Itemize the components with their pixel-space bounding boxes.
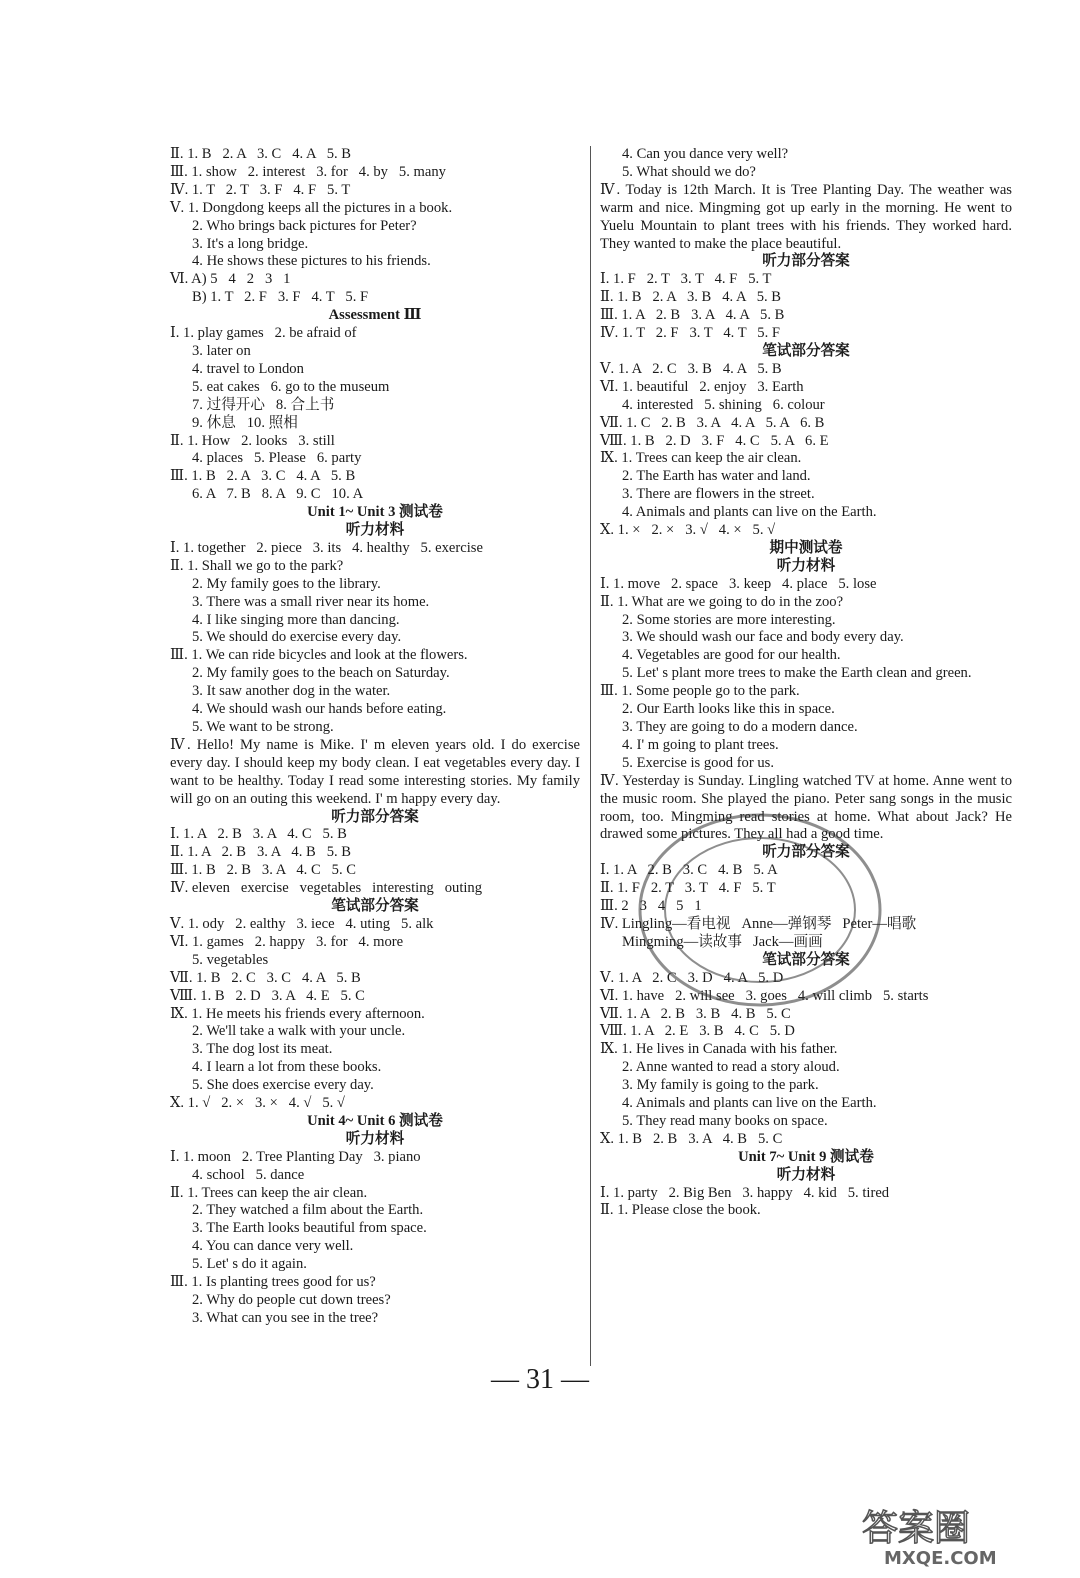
- answer-line: 3. The Earth looks beautiful from space.: [192, 1220, 427, 1237]
- section-heading: Unit 7~ Unit 9 测试卷: [738, 1148, 874, 1165]
- answer-line: Ⅹ. 1. √ 2. × 3. × 4. √ 5. √: [170, 1095, 345, 1112]
- paragraph: Ⅳ. Hello! My name is Mike. I' m eleven years old. I do exercise every day. I should keep my body clean. I eat vegetables every day. I want to be healthy. Today I read some interesting stories. My family will go on an outing this weekend. I' m happy every day.: [170, 736, 580, 807]
- answer-line: 2. My family goes to the beach on Saturday.: [192, 665, 450, 682]
- answer-line: 3. My family is going to the park.: [622, 1077, 819, 1094]
- answer-line: 3. later on: [192, 342, 251, 359]
- answer-line: 3. It saw another dog in the water.: [192, 683, 391, 700]
- answer-line: 3. The dog lost its meat.: [192, 1041, 333, 1058]
- answer-line: Ⅲ. 1. Some people go to the park.: [600, 683, 800, 700]
- answer-line: Ⅵ. A) 5 4 2 3 1: [170, 271, 291, 288]
- answer-line: Ⅲ. 1. show 2. interest 3. for 4. by 5. many: [170, 163, 446, 180]
- answer-line: Ⅰ. 1. F 2. T 3. T 4. F 5. T: [600, 271, 772, 288]
- answer-line: 3. There was a small river near its home.: [192, 593, 430, 610]
- answer-line: Ⅵ. 1. games 2. happy 3. for 4. more: [170, 933, 404, 950]
- answer-line: 2. The Earth has water and land.: [622, 468, 811, 485]
- answer-line: Ⅰ. 1. A 2. B 3. A 4. C 5. B: [170, 826, 347, 843]
- answer-line: 5. We want to be strong.: [192, 719, 334, 735]
- answer-line: Ⅲ. 1. B 2. B 3. A 4. C 5. C: [170, 862, 356, 879]
- answer-line: 2. They watched a film about the Earth.: [192, 1202, 424, 1219]
- answer-line: 5. vegetables: [192, 951, 269, 968]
- answer-line: 5. We should do exercise every day.: [192, 629, 402, 646]
- answer-line: Ⅴ. 1. Dongdong keeps all the pictures in a book.: [170, 199, 453, 216]
- answer-line: Ⅱ. 1. What are we going to do in the zoo?: [600, 593, 844, 610]
- answer-line: Ⅲ. 1. We can ride bicycles and look at the flowers.: [170, 647, 468, 664]
- answer-line: 2. We'll take a walk with your uncle.: [192, 1023, 406, 1040]
- section-heading: 听力材料: [776, 1166, 836, 1183]
- section-heading: 听力部分答案: [762, 253, 850, 270]
- answer-line: Ⅱ. 1. B 2. A 3. C 4. A 5. B: [170, 146, 352, 162]
- answer-line: 4. Animals and plants can live on the Earth.: [622, 504, 877, 521]
- section-heading: Unit 4~ Unit 6 测试卷: [307, 1112, 443, 1129]
- answer-line: 5. They read many books on space.: [622, 1112, 828, 1129]
- answer-line: Ⅲ. 2 3 4 5 1: [600, 898, 702, 915]
- answer-line: Ⅸ. 1. He meets his friends every afternoon.: [170, 1005, 425, 1022]
- answer-line: Ⅷ. 1. A 2. E 3. B 4. C 5. D: [600, 1023, 795, 1040]
- answer-line: 5. She does exercise every day.: [192, 1077, 374, 1094]
- answer-line: 4. places 5. Please 6. party: [192, 450, 362, 467]
- answer-line: Ⅴ. 1. A 2. C 3. B 4. A 5. B: [600, 360, 782, 377]
- answer-line: Ⅱ. 1. How 2. looks 3. still: [170, 432, 335, 449]
- answer-line: Ⅷ. 1. B 2. D 3. A 4. E 5. C: [170, 987, 365, 1004]
- answer-line: 2. Some stories are more interesting.: [622, 611, 836, 628]
- answer-line: Ⅲ. 1. B 2. A 3. C 4. A 5. B: [170, 468, 356, 485]
- stamp-overlay: [620, 800, 900, 1020]
- answer-line: Ⅳ. 1. T 2. F 3. T 4. T 5. F: [600, 325, 781, 342]
- answer-line: 2. Why do people cut down trees?: [192, 1292, 391, 1308]
- answer-line: Ⅵ. 1. have 2. will see 3. goes 4. will climb 5. starts: [600, 987, 929, 1004]
- answer-line: Ⅱ. 1. B 2. A 3. B 4. A 5. B: [600, 289, 782, 306]
- section-heading: 笔试部分答案: [331, 898, 419, 915]
- section-heading: 听力材料: [776, 557, 836, 574]
- answer-line: 4. travel to London: [192, 360, 304, 377]
- answer-line: Ⅴ. 1. ody 2. ealthy 3. iece 4. uting 5. alk: [170, 915, 434, 932]
- answer-line: Ⅰ. 1. play games 2. be afraid of: [170, 325, 357, 342]
- column-divider: [590, 146, 591, 1366]
- watermark-cn: 答案圈: [862, 1508, 971, 1549]
- answer-line: 4. He shows these pictures to his friends.: [192, 253, 431, 270]
- answer-line: 4. I' m going to plant trees.: [622, 736, 779, 753]
- answer-line: Ⅶ. 1. B 2. C 3. C 4. A 5. B: [170, 969, 361, 986]
- answer-line: B) 1. T 2. F 3. F 4. T 5. F: [192, 289, 369, 306]
- answer-line: Ⅰ. 1. together 2. piece 3. its 4. healthy 5. exercise: [170, 539, 483, 556]
- paragraph: Ⅳ. Today is 12th March. It is Tree Planting Day. The weather was warm and nice. Mingming got up early in the morning. He went to Yuelu Mountain to plant trees with his friends. They worked hard. They wanted to make the place beautiful.: [600, 181, 1012, 252]
- paragraph: Ⅳ. Yesterday is Sunday. Lingling watched TV at home. Anne went to the music room. She played the piano. Peter sang songs in the music room, too. Mingming read stories at home. What about Jack? He drawed some pictures. They all had a good time.: [600, 772, 1012, 843]
- answer-line: 4. You can dance very well.: [192, 1238, 354, 1255]
- answer-line: 2. My family goes to the library.: [192, 575, 381, 592]
- answer-line: 5. Exercise is good for us.: [622, 754, 774, 771]
- answer-line: Ⅰ. 1. moon 2. Tree Planting Day 3. piano: [170, 1148, 421, 1165]
- answer-line: 2. Who brings back pictures for Peter?: [192, 217, 417, 234]
- answer-line: Ⅳ. Lingling—看电视 Anne—弹钢琴 Peter—唱歌: [600, 915, 917, 932]
- section-heading: Unit 1~ Unit 3 测试卷: [307, 504, 443, 521]
- answer-line: Ⅱ. 1. F 2. T 3. T 4. F 5. T: [600, 880, 776, 897]
- answer-line: 3. There are flowers in the street.: [622, 486, 815, 503]
- section-heading: 听力材料: [345, 522, 405, 539]
- answer-line: 5. eat cakes 6. go to the museum: [192, 378, 390, 395]
- answer-line: Ⅵ. 1. beautiful 2. enjoy 3. Earth: [600, 378, 804, 395]
- answer-line: 7. 过得开心 8. 合上书: [192, 396, 335, 413]
- answer-line: Ⅲ. 1. Is planting trees good for us?: [170, 1274, 376, 1291]
- answer-line: Ⅹ. 1. × 2. × 3. √ 4. × 5. √: [600, 522, 776, 539]
- answer-line: Ⅳ. eleven exercise vegetables interesting outing: [170, 880, 483, 897]
- answer-line: 3. It's a long bridge.: [192, 235, 309, 252]
- section-heading: 听力材料: [345, 1130, 405, 1147]
- answer-line: Ⅶ. 1. C 2. B 3. A 4. A 5. A 6. B: [600, 414, 825, 431]
- section-heading: 笔试部分答案: [762, 342, 850, 359]
- section-heading: 听力部分答案: [762, 844, 850, 861]
- answer-line: Ⅷ. 1. B 2. D 3. F 4. C 5. A 6. E: [600, 432, 829, 449]
- answer-line: 5. What should we do?: [622, 163, 756, 180]
- answer-line: 3. They are going to do a modern dance.: [622, 719, 858, 735]
- answer-line: Mingming—读故事 Jack—画画: [622, 933, 823, 950]
- answer-line: Ⅹ. 1. B 2. B 3. A 4. B 5. C: [600, 1130, 783, 1147]
- answer-line: 3. What can you see in the tree?: [192, 1309, 379, 1326]
- answer-line: Ⅰ. 1. move 2. space 3. keep 4. place 5. lose: [600, 575, 877, 592]
- section-heading: Assessment Ⅲ: [328, 307, 422, 324]
- answer-line: 4. I like singing more than dancing.: [192, 611, 400, 628]
- answer-line: Ⅰ. 1. A 2. B 3. C 4. B 5. A: [600, 862, 778, 879]
- answer-line: Ⅱ. 1. Shall we go to the park?: [170, 557, 344, 574]
- answer-line: 6. A 7. B 8. A 9. C 10. A: [192, 486, 364, 503]
- answer-line: 4. Can you dance very well?: [622, 146, 789, 162]
- site-watermark-logo: [854, 1500, 1044, 1570]
- watermark-url: MXQE.COM: [884, 1548, 997, 1569]
- section-heading: 期中测试卷: [769, 539, 843, 556]
- answer-line: Ⅳ. 1. T 2. T 3. F 4. F 5. T: [170, 181, 351, 198]
- answer-line: 4. We should wash our hands before eating.: [192, 701, 447, 718]
- left-column: [170, 146, 580, 1328]
- answer-line: 4. school 5. dance: [192, 1166, 305, 1183]
- section-heading: 笔试部分答案: [762, 951, 850, 968]
- answer-line: 9. 休息 10. 照相: [192, 414, 298, 431]
- answer-line: 4. Vegetables are good for our health.: [622, 647, 841, 664]
- answer-line: Ⅴ. 1. A 2. C 3. D 4. A 5. D: [600, 969, 784, 986]
- paragraph: 5. Let' s plant more trees to make the Earth clean and green.: [622, 665, 972, 682]
- answer-line: Ⅱ. 1. A 2. B 3. A 4. B 5. B: [170, 844, 352, 861]
- page-number: — 31 —: [491, 1364, 589, 1395]
- answer-line: 5. Let' s do it again.: [192, 1256, 307, 1273]
- answer-line: Ⅸ. 1. He lives in Canada with his father.: [600, 1041, 838, 1058]
- answer-line: Ⅰ. 1. party 2. Big Ben 3. happy 4. kid 5. tired: [600, 1184, 890, 1201]
- answer-line: 4. Animals and plants can live on the Earth.: [622, 1095, 877, 1112]
- answer-line: Ⅸ. 1. Trees can keep the air clean.: [600, 450, 802, 467]
- answer-line: 3. We should wash our face and body every day.: [622, 629, 904, 646]
- answer-line: Ⅶ. 1. A 2. B 3. B 4. B 5. C: [600, 1005, 791, 1022]
- answer-line: Ⅲ. 1. A 2. B 3. A 4. A 5. B: [600, 307, 785, 324]
- section-heading: 听力部分答案: [331, 808, 419, 825]
- right-column: [600, 146, 1012, 1220]
- answer-line: Ⅱ. 1. Trees can keep the air clean.: [170, 1184, 368, 1201]
- answer-line: 4. interested 5. shining 6. colour: [622, 396, 825, 413]
- answer-line: Ⅱ. 1. Please close the book.: [600, 1202, 761, 1219]
- answer-line: 2. Anne wanted to read a story aloud.: [622, 1059, 840, 1076]
- answer-line: 4. I learn a lot from these books.: [192, 1059, 382, 1076]
- answer-line: 2. Our Earth looks like this in space.: [622, 701, 835, 718]
